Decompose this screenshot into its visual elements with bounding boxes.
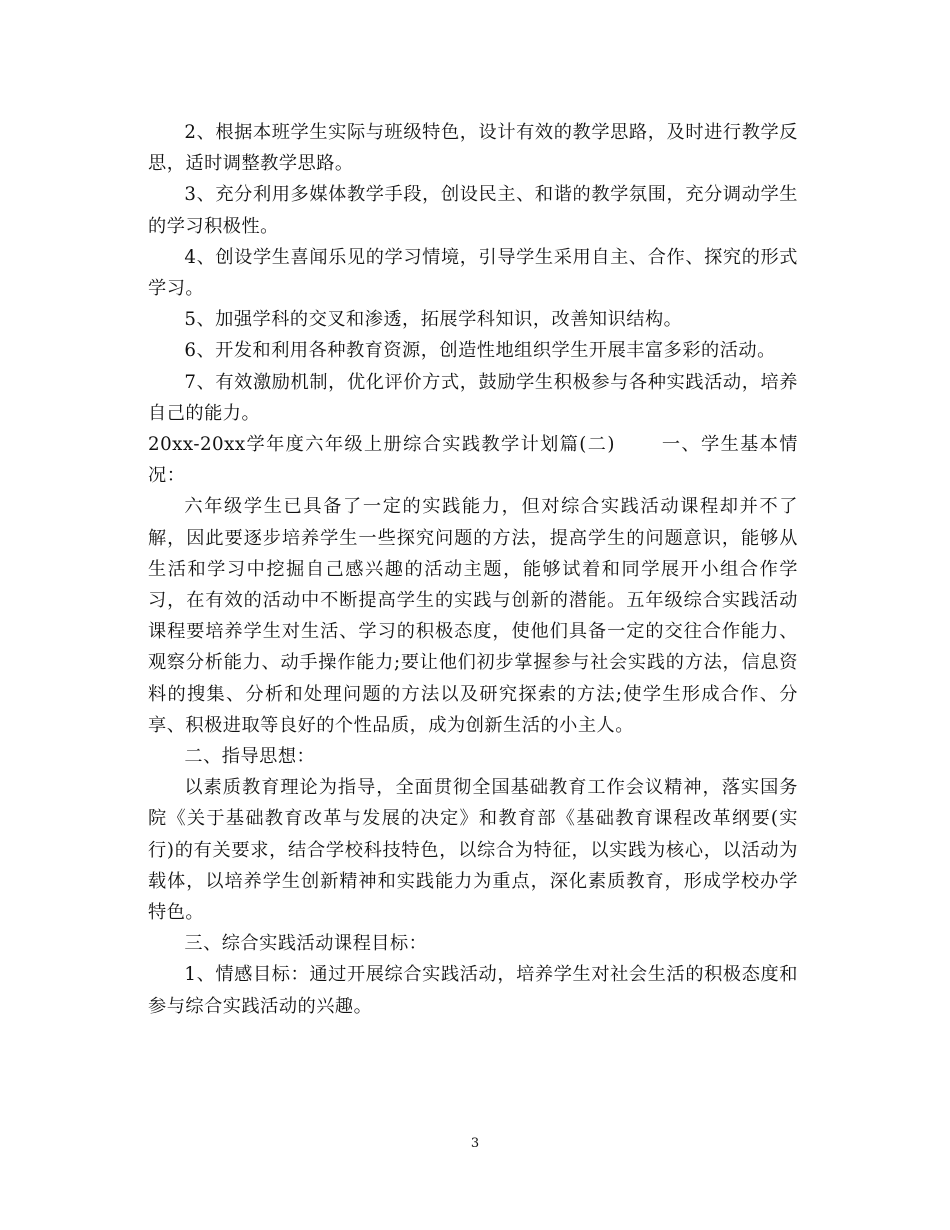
- section-heading-line: [148, 429, 798, 491]
- paragraph: 5、加强学科的交叉和渗透，拓展学科知识，改善知识结构。: [184, 309, 683, 331]
- page-number: 3: [470, 1136, 480, 1151]
- paragraph-heading: 二、指导思想：: [184, 746, 316, 768]
- paragraph-heading: 三、综合实践活动课程目标：: [184, 933, 428, 955]
- paragraph: 六年级学生已具备了一定的实践能力，但对综合实践活动课程却并不了解，因此要逐步培养学生一些探究问题的方法，提高学生的问题意识，能够从生活和学习中挖掘自己感兴趣的活动主题，能够试着和同学展开小组合作学习，在有效的活动中不断提高学生的实践与创新的潜能。五年级综合实践活动课程要培养学生对生活、学习的积极态度，使他们具备一定的交往合作能力、观察分析能力、动手操作能力;要让他们初步掌握参与社会实践的方法，信息资料的搜集、分析和处理问题的方法以及研究探索的方法;使学生形成合作、分享、积极进取等良好的个性品质，成为创新生活的小主人。: [148, 496, 798, 736]
- document-body: [148, 117, 798, 1022]
- paragraph: 6、开发和利用各种教育资源，创造性地组织学生开展丰富多彩的活动。: [184, 340, 776, 362]
- section-title: 20xx-20xx学年度六年级上册综合实践教学计划篇(二): [148, 434, 615, 456]
- paragraph: 3、充分利用多媒体教学手段，创设民主、和谐的教学氛围，充分调动学生的学习积极性。: [148, 184, 798, 237]
- paragraph: 7、有效激励机制，优化评价方式，鼓励学生积极参与各种实践活动，培养自己的能力。: [148, 371, 798, 424]
- paragraph: 4、创设学生喜闻乐见的学习情境，引导学生采用自主、合作、探究的形式学习。: [148, 246, 798, 300]
- paragraph: 1、情感目标：通过开展综合实践活动，培养学生对社会生活的积极态度和参与综合实践活动的兴趣。: [148, 964, 798, 1017]
- section-subtitle: 一、学生基本情况：: [148, 434, 798, 487]
- paragraph: 2、根据本班学生实际与班级特色，设计有效的教学思路，及时进行教学反思，适时调整教学思路。: [148, 122, 798, 175]
- paragraph: 以素质教育理论为指导，全面贯彻全国基础教育工作会议精神，落实国务院《关于基础教育改革与发展的决定》和教育部《基础教育课程改革纲要(实行)的有关要求，结合学校科技特色，以综合为特征，以实践为核心，以活动为载体，以培养学生创新精神和实践能力为重点，深化素质教育，形成学校办学特色。: [148, 777, 798, 924]
